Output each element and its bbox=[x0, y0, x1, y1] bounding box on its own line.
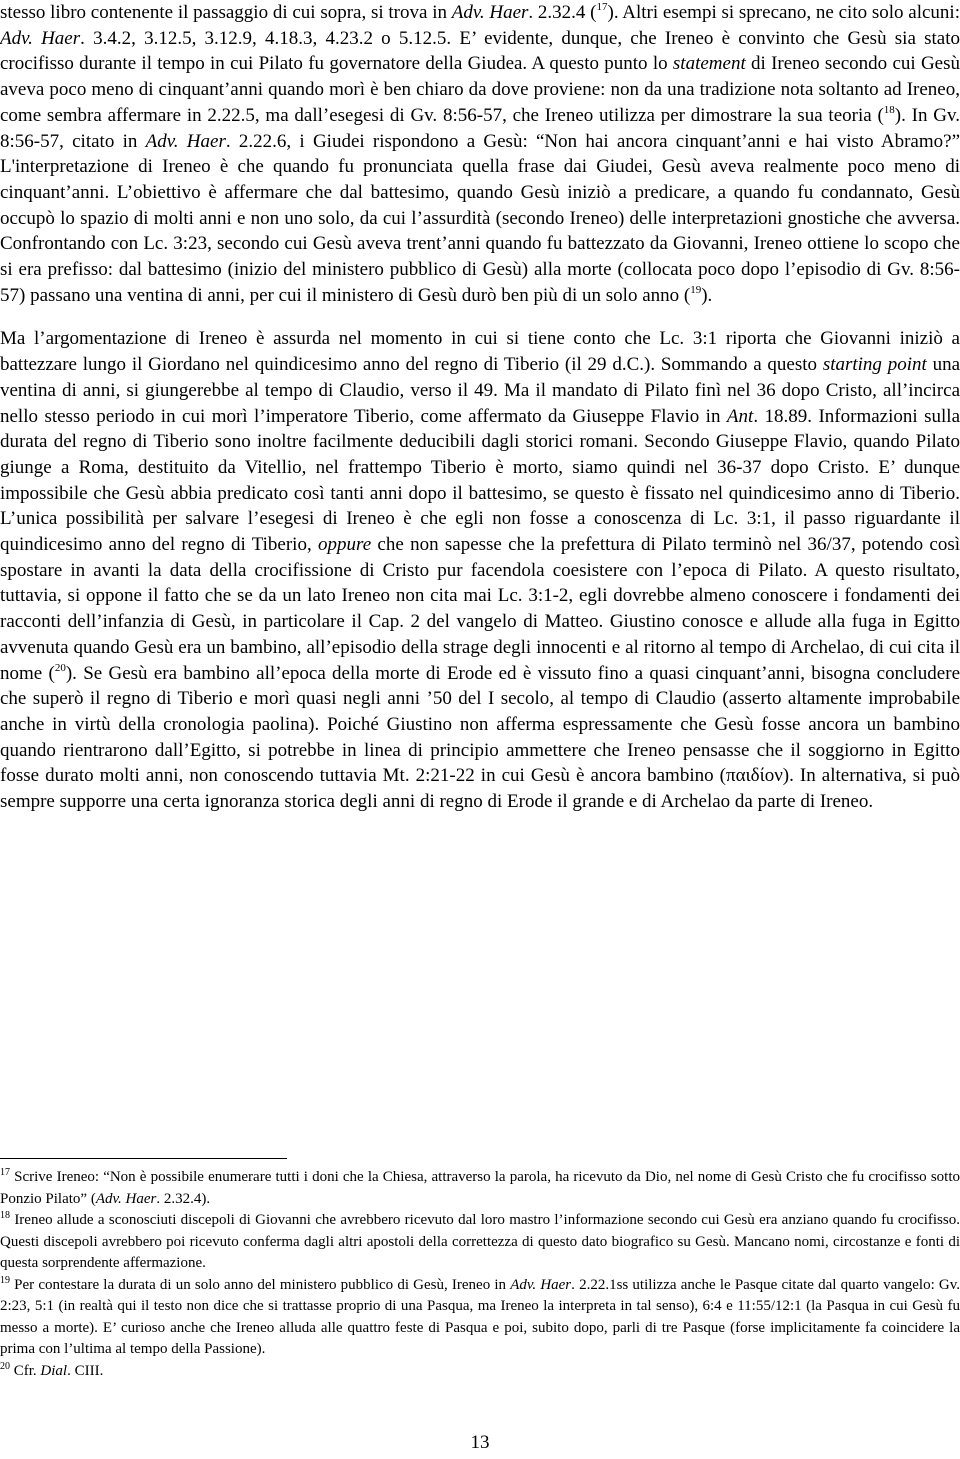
text-run: . CIII. bbox=[67, 1362, 104, 1379]
footnote-ref: 20 bbox=[0, 1360, 10, 1372]
italic-text: Adv. Haer bbox=[510, 1276, 572, 1293]
text-run: . 2.32.4). bbox=[156, 1190, 211, 1207]
text-run: una ventina di anni, si giungerebbe al tempo di Claudio, verso il 49. Ma il mandato di Pilato finì nel 36 dopo Cristo, all’incirca nello stesso periodo in cui morì l’imperatore Tiberio, come affermato da Giuseppe Flavio in bbox=[0, 354, 960, 427]
text-run: . 2.22.6, i Giudei rispondono a Gesù: “Non hai ancora cinquant’anni e hai visto Abramo?” L'interpretazione di Ireneo è che quando fu pronunciata quella frase dai Giudei, Gesù aveva realmente poco meno di cinquant’anni. L’obiettivo è affermare che dal battesimo, quando Gesù iniziò a predicare, a quando fu condannato, Gesù occupò lo spazio di molti anni e non uno solo, da cui l’assurdità (secondo Ireneo) delle interpretazioni gnostiche che avversa. Confrontando con Lc. 3:23, secondo cui Gesù aveva trent’anni quando fu battezzato da Giovanni, Ireneo ottiene lo scopo che si era prefisso: dal battesimo (inizio del ministero pubblico di Gesù) alla morte (collocata poco dopo l’episodio di Gv. 8:56-57) passano una ventina di anni, per cui il ministero di Gesù durò ben più di un solo anno ( bbox=[0, 130, 960, 306]
footnote-ref: 17 bbox=[596, 1, 608, 13]
footnote-ref: 19 bbox=[690, 283, 702, 296]
italic-text: starting point bbox=[822, 354, 927, 376]
footnote-20 bbox=[0, 1361, 960, 1383]
text-run: Ma l’argomentazione di Ireneo è assurda nel momento in cui si tiene conto che Lc. 3:1 riporta che Giovanni iniziò a battezzare lungo il Giordano nel quindicesimo anno del regno di Tiberio (il 29 d.C.). Sommando a questo bbox=[0, 328, 960, 376]
page-number: 13 bbox=[470, 1432, 490, 1453]
italic-text: Adv. Haer bbox=[0, 27, 81, 49]
text-run: Scrive Ireneo: “Non è possibile enumerare tutti i doni che la Chiesa, attraverso la parola, ha ricevuto da Dio, nel nome di Gesù Cristo che fu crocifisso sotto Ponzio Pilato” ( bbox=[0, 1169, 960, 1207]
footnote-ref: 18 bbox=[0, 1210, 10, 1221]
footnote-18 bbox=[0, 1210, 960, 1275]
italic-text: statement bbox=[672, 53, 746, 75]
text-run: ). Altri esempi si sprecano, ne cito solo alcuni: bbox=[607, 2, 960, 23]
italic-text: Adv. Haer bbox=[95, 1190, 157, 1207]
text-run: ). In Gv. 8:56-57, citato in bbox=[0, 104, 960, 152]
text-run: ). Se Gesù era bambino all’epoca della morte di Erode ed è vissuto fino a quasi cinquant’anni, bisogna concludere che superò il regno di Tiberio e morì quasi negli anni ’50 del I secolo, al tempo di Claudio (asserto altamente improbabile anche in virtù della cronologia paolina). Poiché Giustino non afferma espressamente che Gesù fosse ancora un bambino quando rientrarono dall’Egitto, si potrebbe in linea di principio ammettere che Ireneo pensasse che il soggiorno in Egitto fosse durato molti anni, non conoscendo tuttavia Mt. 2:21-22 in cui Gesù è ancora bambino (παιδίον). In alternativa, si può sempre supporre una certa ignoranza storica degli anni di regno di Erode il grande e di Archelao da parte di Ireneo. bbox=[0, 662, 960, 813]
footnote-ref: 18 bbox=[883, 103, 895, 116]
footnote-ref: 17 bbox=[0, 1167, 10, 1178]
footnote-17 bbox=[0, 1167, 960, 1210]
footnote-19 bbox=[0, 1275, 960, 1361]
text-run: . 2.22.1ss utilizza anche le Pasque citate dal quarto vangelo: Gv. 2:23, 5:1 (in realtà qui il testo non dice che si trattasse proprio di una Pasqua, ma Ireneo la interpreta in tal senso), 6:4 e 11:55/12:1 (la Pasqua in cui Gesù fu messo a morte). E’ curioso anche che Ireneo alluda alle quattro feste di Pasqua e poi, subito dopo, parli di tre Pasque (forse implicitamente fa coincidere la prima con l’ultima al tempo della Passione). bbox=[0, 1276, 960, 1357]
text-run: Ireneo allude a sconosciuti discepoli di Giovanni che avrebbero ricevuto dal loro mastro l’informazione secondo cui Gesù era anziano quando fu crocifisso. Questi discepoli avrebbero poi ricevuto conferma dagli altri apostoli della correttezza di questo dato biografico su Gesù. Mancano nomi, circostanze e fonti di questa sorprendente affermazione. bbox=[0, 1212, 960, 1271]
italic-text: Dial bbox=[40, 1362, 68, 1379]
paragraph bbox=[0, 0, 960, 308]
italic-text: Ant bbox=[726, 405, 754, 427]
text-run: Per contestare la durata di un solo anno del ministero pubblico di Gesù, Ireneo in bbox=[10, 1276, 511, 1293]
text-run: . 18.89. Informazioni sulla durata del regno di Tiberio sono inoltre facilmente deducibili dagli storici romani. Secondo Giuseppe Flavio, quando Pilato giunge a Roma, destituito da Vitellio, nel frattempo Tiberio è morto, siamo quindi nel 36-37 dopo Cristo. E’ dunque impossibile che Gesù abbia predicato così tanti anni dopo il battesimo, se questo è fissato nel quindicesimo anno di Tiberio. L’unica possibilità per salvare l’esegesi di Ireneo è che egli non fosse a conoscenza di Lc. 3:1, il passo riguardante il quindicesimo anno del regno di Tiberio, bbox=[0, 405, 960, 556]
paragraph bbox=[0, 326, 960, 814]
text-run: . 3.4.2, 3.12.5, 3.12.9, 4.18.3, 4.23.2 o 5.12.5. E’ evidente, dunque, che Ireneo è convinto che Gesù sia stato crocifisso durante il tempo in cui Pilato fu governatore della Giudea. A questo punto lo bbox=[0, 27, 960, 75]
footnotes bbox=[0, 1167, 960, 1382]
italic-text: Adv. Haer bbox=[451, 2, 529, 23]
footnote-ref: 20 bbox=[54, 661, 66, 674]
text-run: . 2.32.4 ( bbox=[528, 2, 597, 23]
text-run: stesso libro contenente il passaggio di cui sopra, si trova in bbox=[0, 2, 452, 23]
italic-text: oppure bbox=[318, 534, 372, 556]
footnote-ref: 19 bbox=[0, 1274, 10, 1286]
text-run: che non sapesse che la prefettura di Pilato terminò nel 36/37, potendo così spostare in avanti la data della crocifissione di Cristo pur facendola coesistere con l’epoca di Pilato. A questo risultato, tuttavia, si oppone il fatto che se da un lato Ireneo non cita mai Lc. 3:1-2, egli dovrebbe almeno conoscere i fondamenti dei racconti dell’infanzia di Gesù, in particolare il Cap. 2 del vangelo di Matteo. Giustino conosce e allude alla fuga in Egitto avvenuta quando Gesù era un bambino, all’episodio della strage degli innocenti e al ritorno al tempo di Archelao, di cui cita il nome ( bbox=[0, 534, 960, 684]
italic-text: Adv. Haer bbox=[145, 130, 226, 152]
text-run: di Ireneo secondo cui Gesù aveva poco meno di cinquant’anni quando morì è ben chiaro da dove proviene: non da una tradizione nota soltanto ad Ireneo, come sembra affermare in 2.22.5, ma dall’esegesi di Gv. 8:56-57, che Ireneo utilizza per dimostrare la sua teoria ( bbox=[0, 53, 960, 126]
footnote-separator bbox=[0, 1158, 287, 1159]
text-run: Cfr. bbox=[10, 1362, 41, 1379]
text-run: ). bbox=[701, 284, 713, 306]
